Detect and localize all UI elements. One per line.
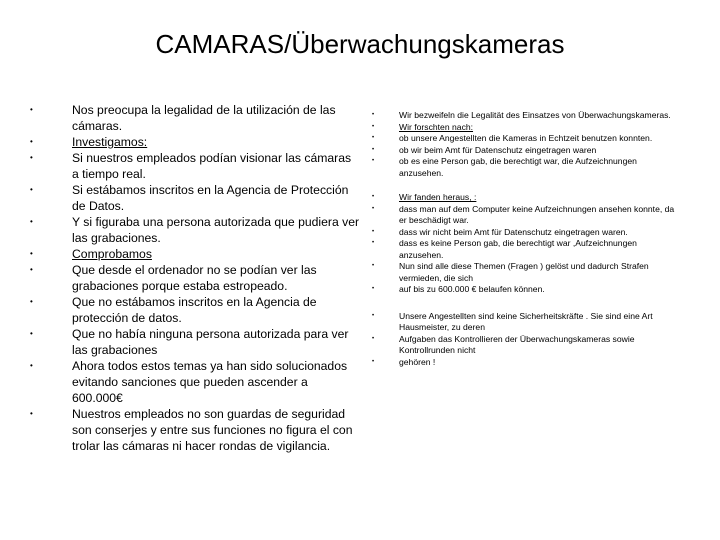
list-item-text: Aufgaben das Kontrollieren der Überwachungskameras sowie Kontrollrunden nicht	[399, 333, 635, 355]
list-item-text: Que no había ninguna persona autorizada para ver las grabaciones	[72, 327, 349, 357]
list-item	[372, 122, 677, 134]
bullet-icon: •	[30, 409, 33, 418]
bullet-icon: •	[30, 217, 33, 226]
list-item-text: dass wir nicht beim Amt für Datenschutz eingetragen waren.	[399, 226, 628, 237]
list-item-text: Nuestros empleados no son guardas de seguridad son conserjes y entre sus funciones no figura el con trolar las cámaras ni hacer rondas de vigilancia.	[72, 407, 353, 453]
list-item	[30, 246, 360, 262]
slide-title: CAMARAS/Überwachungskameras	[155, 29, 565, 59]
list-item	[372, 334, 677, 357]
spanish-bullet-list	[30, 102, 360, 454]
bullet-icon: •	[30, 137, 33, 146]
bullet-icon: •	[372, 240, 375, 246]
list-item	[372, 357, 677, 369]
list-item	[30, 150, 360, 182]
list-item-text: Y si figuraba una persona autorizada que pudiera ver las grabaciones.	[72, 215, 360, 245]
german-bullet-list	[372, 110, 677, 368]
bullet-icon: •	[30, 153, 33, 162]
bullet-icon: •	[372, 123, 375, 130]
list-item	[372, 110, 677, 122]
list-item-text: dass es keine Person gab, die berechtigt war ,Aufzeichnungen anzusehen.	[399, 238, 637, 260]
list-item-text: ob wir beim Amt für Datenschutz eingetragen waren	[399, 144, 597, 155]
bullet-icon: •	[372, 135, 375, 141]
list-item	[372, 204, 677, 227]
list-item	[372, 238, 677, 261]
bullet-icon: •	[372, 112, 375, 118]
bullet-icon: •	[372, 358, 375, 365]
list-item	[30, 406, 360, 454]
bullet-icon: •	[372, 335, 375, 342]
list-item-text: Que desde el ordenador no se podían ver las grabaciones porque estaba estropeado.	[72, 263, 317, 293]
bullet-icon: •	[30, 105, 33, 114]
list-item-text: Que no estábamos inscritos en la Agencia de protección de datos.	[72, 295, 317, 325]
list-item-text: Wir forschten nach:	[399, 121, 474, 132]
list-item	[30, 102, 360, 134]
list-item-text: Si estábamos inscritos en la Agencia de Protección de Datos.	[72, 183, 349, 213]
list-item-text: Nun sind alle diese Themen (Fragen ) gelöst und dadurch Strafen vermieden, die sich	[399, 261, 649, 283]
list-item	[372, 156, 677, 179]
bullet-icon: •	[372, 312, 375, 319]
list-item	[30, 294, 360, 326]
list-item-text: Investigamos:	[72, 135, 148, 149]
bullet-icon: •	[30, 329, 33, 338]
bullet-icon: •	[372, 194, 375, 200]
bullet-icon: •	[30, 297, 33, 306]
bullet-icon: •	[372, 263, 375, 269]
list-item	[372, 145, 677, 157]
bullet-icon: •	[372, 286, 375, 292]
list-item-text: gehören !	[399, 356, 436, 367]
list-item-text: Nos preocupa la legalidad de la utilización de las cámaras.	[72, 103, 336, 133]
list-item-text: Wir fanden heraus, :	[399, 192, 477, 202]
list-item-text: dass man auf dem Computer keine Aufzeichnungen ansehen konnte, da er beschädigt war.	[399, 203, 675, 225]
list-item	[372, 227, 677, 239]
list-item-text: Ahora todos estos temas ya han sido solucionados evitando sanciones que pueden ascender a 600.000€	[72, 359, 348, 405]
bullet-icon: •	[30, 185, 33, 194]
list-item	[30, 182, 360, 214]
list-item-text: Comprobamos	[72, 247, 152, 261]
list-item	[30, 214, 360, 246]
list-item	[372, 284, 677, 296]
bullet-icon: •	[372, 158, 375, 164]
bullet-icon: •	[30, 265, 33, 274]
list-item-text: auf bis zu 600.000 € belaufen können.	[399, 284, 545, 294]
list-item-text: ob es eine Person gab, die berechtigt war, die Aufzeichnungen anzusehen.	[399, 156, 637, 178]
list-item	[372, 192, 677, 204]
list-item	[30, 326, 360, 358]
bullet-icon: •	[30, 361, 33, 370]
list-item	[30, 134, 360, 150]
list-item	[372, 133, 677, 145]
list-item-text: Si nuestros empleados podían visionar las cámaras a tiempo real.	[72, 151, 352, 181]
list-item	[30, 262, 360, 294]
bullet-icon: •	[372, 146, 375, 153]
list-item	[372, 311, 677, 334]
bullet-icon: •	[372, 228, 375, 235]
bullet-icon: •	[30, 249, 33, 258]
list-item-text: Unsere Angestellten sind keine Sicherheitskräfte . Sie sind eine Art Hausmeister, zu deren	[399, 310, 653, 332]
list-item	[372, 261, 677, 284]
list-item-text: ob unsere Angestellten die Kameras in Echtzeit benutzen konnten.	[399, 133, 653, 143]
bullet-icon: •	[372, 205, 375, 212]
list-item	[30, 358, 360, 406]
list-item-text: Wir bezweifeln die Legalität des Einsatzes von Überwachungskameras.	[399, 110, 671, 120]
